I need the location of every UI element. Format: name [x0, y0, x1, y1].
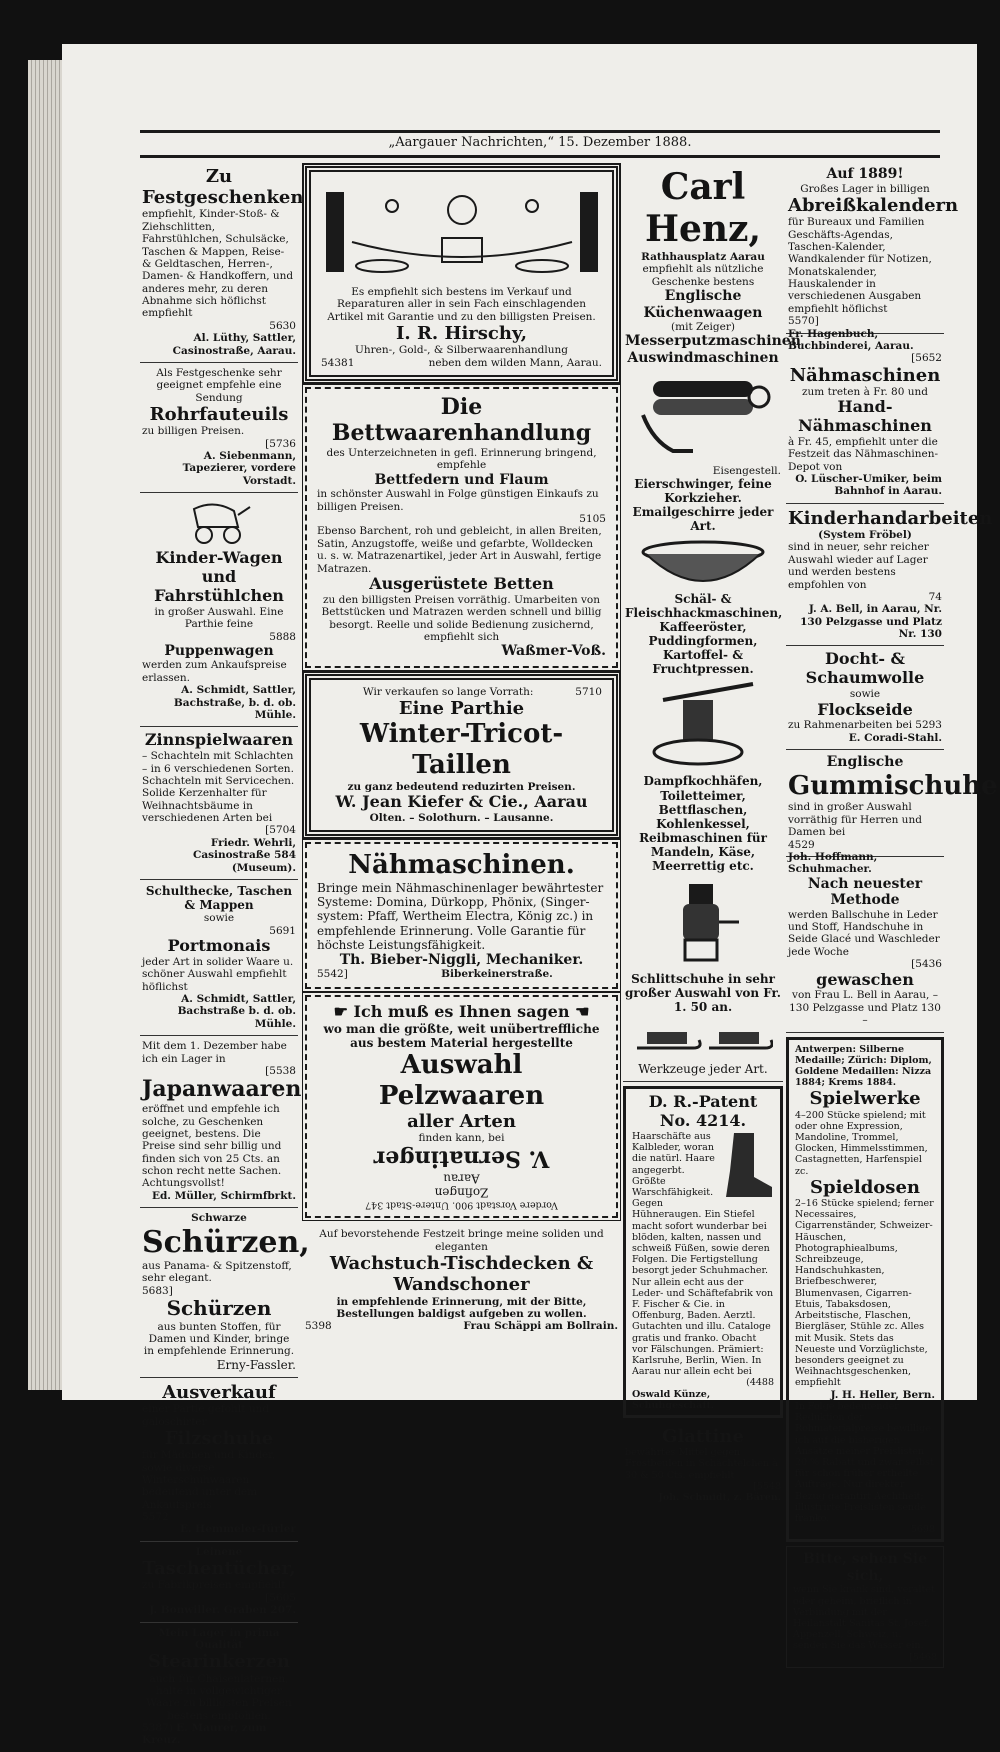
ad-signature: Fr. Hagenbuch, Buchbinderei, Aarau.: [788, 327, 914, 352]
ad-address: neben dem wilden Mann, Aarau.: [428, 356, 602, 369]
ad-intro: Auf bevorstehende Festzeit bringe meine soliden und eleganten: [319, 1228, 604, 1253]
ad-spielwerke: [786, 1037, 944, 1543]
ad-body: zu billigen Preisen.: [142, 425, 245, 438]
ad-firm-name: V. Sernatinger: [373, 1145, 550, 1172]
ad-signature: Friedr. Wehrli, Casinostraße 584 (Museum).: [192, 836, 296, 874]
ad-signature: O. Lüscher-Umiker, beim Bahnhof in Aarau.: [795, 473, 942, 498]
ad-rohrfauteuils: [140, 363, 298, 493]
ad-city-2: Zofingen: [434, 1185, 489, 1200]
ad-body: bewährtes Mittel gegen Frostbeulen in Schächtelchen à 30 & 50 Cts. empfiehlt: [625, 1447, 778, 1481]
ad-body: Großes Lager in billigen: [800, 182, 930, 195]
ad-number: 5630: [269, 319, 296, 332]
ad-item: Schäl- & Fleischhackmaschinen, Kaffeeröster, Puddingformen, Kartoffel- & Fruchtpressen.: [625, 591, 783, 677]
ad-body: 4–200 Stücke spielend; mit oder ohne Expression, Mandoline, Trommel, Glocken, Himmelsstimmen, Castagnetten, Harfenspiel zc.: [795, 1109, 928, 1177]
pointing-hand-icon: ☚: [575, 1001, 590, 1021]
ad-item: Messerputzmaschinen: [625, 333, 801, 350]
upside-down-block: [317, 1145, 606, 1210]
ad-body: eröffnet und empfehle ich solche, zu Geschenken geeignet, bestens. Die Preise sind sehr billig und finden sich von 25 Cts. an schon recht nette Sachen. Achtungsvollst!: [142, 1103, 282, 1190]
ad-japanwaaren: [140, 1036, 302, 1208]
ad-signature: Ed. Müller, Schirmfbrkt.: [151, 1189, 296, 1202]
ad-item: Englische Küchenwaagen: [643, 288, 763, 321]
ad-number: 4529: [788, 838, 815, 851]
press-illustration: [643, 680, 763, 770]
ad-wachstuch: [303, 1224, 620, 1337]
ad-stearinkerzen: [140, 1623, 298, 1752]
ad-number: 5683]: [142, 1284, 173, 1297]
ad-heading: Nähmaschinen: [789, 364, 941, 386]
ad-hirschy: [305, 166, 618, 381]
ad-intro: Schwarze: [191, 1212, 247, 1225]
boot-illustration: [720, 1131, 774, 1201]
ad-body-2: 2–16 Stücke spielend; ferner Necessaires, Cigarrenständer, Schweizer-Häuschen, Photographiealbums, Schreibzeuge, Handschuhkasten, Briefbeschwerer, Blumenvasen, Cigarren-Etuis, Tabaksdosen, Arbeitstische, Flaschen, Biergläser, Stühle zc. Alles mit Musik. Stets das Neueste und Vorzüglichste, besonders geeignet zu Weihnachtsgeschenken, empfiehlt: [795, 1198, 934, 1389]
ad-heading: I. R. Hirschy,: [396, 323, 527, 345]
ad-signature: E. Coradi-Stahl.: [848, 731, 942, 744]
ad-intro: Antwerpen: Silberne Medaille; Zürich: Diplom, Goldene Medaillen: Nizza 1884; Krems 1884.: [795, 1043, 932, 1089]
ad-heading: Nach neuester Methode: [807, 875, 923, 909]
ad-naehmaschinen-bieber: [305, 842, 618, 988]
header-title: „Aargauer Nachrichten,“ 15. Dezember 1888.: [388, 135, 692, 150]
ad-signature: Al. Lüthy, Sattler, Casinostraße, Aarau.: [172, 332, 296, 357]
ad-item: Auswindmaschinen: [627, 349, 779, 366]
ad-subheading: Schürzen: [166, 1296, 272, 1321]
ad-item-note: (mit Zeiger): [671, 321, 735, 334]
ad-item: Dampfkochhäfen, Toiletteimer, Bettflaschen, Kohlenkessel, Reibmaschinen für Mandeln, Käse, Meerrettig etc.: [639, 774, 767, 874]
ad-body: Es empfiehlt sich bestens im Verkauf und Reparaturen aller in sein Fach einschlagenden Artikel mit Garantie und zu den billigsten Preisen.: [327, 286, 596, 323]
skates-illustration: [633, 1018, 773, 1058]
ad-number: [5652: [911, 352, 942, 365]
ad-schaumwolle: [786, 646, 944, 750]
ad-number: 5105: [579, 513, 606, 526]
ad-heading: Spielwerke: [809, 1088, 921, 1110]
ad-signature: E. Hemmeler-Türler: [179, 1523, 296, 1536]
ad-sub: (System Fröbel): [818, 529, 912, 542]
ad-signature: Joh. Hoffmann, Schuhmacher.: [788, 850, 878, 876]
ad-signature: A. Schmidt, Sattler, Bachstraße b. d. ob. Mühle.: [177, 993, 296, 1030]
column-1: [140, 162, 310, 1752]
ad-heading: Die Bettwaarenhandlung: [331, 394, 592, 447]
ad-number: [5736: [265, 437, 296, 450]
ad-heading: Carl Henz,: [644, 166, 762, 251]
ad-zinnspielwaaren: [140, 727, 298, 880]
ad-sub: sowie: [203, 912, 235, 925]
ad-number: [5548: [753, 1480, 781, 1492]
ad-signature: Oswald Künze, Schuhgeschäft.: [632, 1388, 715, 1411]
ad-intro: Als Festgeschenke sehr geeignet empfehle eine Sendung: [156, 366, 282, 404]
ad-body-2: aus bunten Stoffen, für Damen und Kinder, bringe in empfehlende Erinnerung.: [143, 1320, 295, 1358]
ad-body-2: werden zum Ankaufspreise erlassen.: [142, 659, 287, 684]
ad-subheading: gewaschen: [816, 969, 914, 989]
ad-kinderwagen: [140, 493, 298, 727]
ad-intro: Wir verkaufen so lange Vorrath:: [362, 685, 534, 698]
ad-body: Bringe mein Nähmaschinenlager bewährtester Systeme: Domina, Dürkopp, Phönix, (Singer-system: Pfaff, Wertheim Electra, König zc.) in empfehlende Erinnerung. Volle Garantie für höchste Leistungsfähigkeit.: [317, 881, 604, 952]
ad-subheading: Portmonais: [167, 936, 271, 956]
ad-heading: Schulthecke, Taschen & Mappen: [145, 883, 293, 913]
ad-body: auch für Chaisenlaternen, halte in vollgewichtiger Waare zu billigsten Preisen bestens empfohlen.: [146, 1672, 292, 1722]
ad-heading: Zu Festgeschenken: [142, 166, 304, 209]
ad-subheading: Bettfedern und Flaum: [374, 471, 549, 488]
ad-heading-line: [317, 1003, 606, 1022]
ad-signature: E. Maurer, zum Kreuz.: [142, 1722, 267, 1747]
pram-illustration: [184, 501, 254, 545]
ad-subheading: Puppenwagen: [164, 642, 274, 659]
ad-number: [5436: [911, 958, 942, 971]
ad-heading: Eine Parthie: [398, 698, 525, 720]
ad-heading: Kinder-Wagen und Fahrstühlchen: [154, 548, 284, 605]
ad-number: [5704: [265, 824, 296, 837]
ad-subheading: Filzschuhe: [164, 1427, 274, 1449]
ad-taschentuecher: [140, 1542, 298, 1623]
ad-kiefer: [305, 674, 618, 837]
ad-body: sind in großer Auswahl vorräthig für Herren und Damen bei: [788, 801, 922, 839]
ad-ausverkauf: [140, 1378, 298, 1542]
bowl-illustration: [638, 538, 768, 588]
ad-heading: Ich muß es Ihnen sagen: [353, 1001, 570, 1021]
ad-patent-boots: [623, 1086, 783, 1418]
ad-heading: D. R.-Patent No. 4214.: [648, 1092, 758, 1131]
ad-heading: Japanwaaren: [142, 1076, 302, 1103]
ad-body: wenn Sie krank sind, veraltet oder geheim, brieflich in Verbindung mit der Heilanstalt Sanitas St. Josef, Appenzell, Schweiz, u. senden Sie das Wasser ein.: [793, 1584, 935, 1652]
ad-body: Haarschäfte aus Kalbleder, woran die natürl. Haare angegerbt. Größte Warschfähigkeit. Gegen Hühneraugen. Ein Stiefel macht sofort wunderbar bei blöden, kalten, nassen und schweiß Füßen, sowie deren Folgen. Die Fertigstellung besorgt jeder Schuhmacher. Nur allein echt aus der Leder- und Schäftefabrik von F. Fischer & Cie. in Offenburg, Baden. Aerztl. Gutachten und illu. Cataloge gratis und franko. Obacht vor Fälschungen. Prämiert: Karlsruhe, Berlin, Wien. In Aarau nur allein echt bei: [632, 1130, 774, 1378]
ad-address: Rathhausplatz Aarau: [641, 250, 765, 263]
ad-body-3: In Folge bedeutender Reduktion der Rohmaterialpreise bewillige ich auf die bisherigen Ansätze meiner Preislisten 20 % Rabatt und zwar selbst für schon früher ertheilte Aufträge. Nur direkter Bezug garantirt Aechtheit; illustrirte Preislisten sende franko.: [795, 1400, 934, 1524]
ad-address: Vordere Vorstadt 900. Untere-Stadt 347: [365, 1199, 558, 1211]
ad-heading: Docht- & Schaumwolle: [805, 649, 925, 688]
ad-signature: J. A. Bell, in Aarau, Nr. 130 Pelzgasse und Platz Nr. 130: [800, 603, 942, 641]
ad-number: 5888: [269, 630, 296, 643]
ad-signature: J. H. Heller, Bern.: [830, 1388, 935, 1401]
ad-number: [5468: [909, 1651, 937, 1663]
ad-firm-name: W. Jean Kiefer & Cie., Aarau: [335, 792, 588, 812]
ad-number: 5570]: [788, 315, 819, 328]
ad-number: 74: [928, 590, 942, 603]
ad-ballschuhe: [786, 857, 944, 1033]
ad-body: einer Partie gefohlt und galoschirter: [142, 1403, 269, 1428]
ad-body: in großer Auswahl. Eine Parthie feine: [154, 605, 284, 631]
ad-body-3: zu den billigsten Preisen vorräthig. Umarbeiten von Bettstücken und Matrazen werden schnell und billig besorgt. Reelle und solide Bedienung zusichernd, empfiehlt sich: [321, 593, 602, 643]
ad-body: in empfehlende Erinnerung, mit der Bitte, Bestellungen baldigst aufgeben zu wollen.: [336, 1295, 587, 1320]
wringer-illustration: [633, 371, 773, 461]
ad-body: wo man die größte, weit unübertreffliche aus bestem Material hergestellte: [323, 1021, 600, 1050]
ad-number: [5605: [265, 1591, 296, 1604]
ad-signature: Erny-Fassler.: [216, 1357, 296, 1372]
ad-heading: Bitte, sehen Sie sich,: [802, 1551, 927, 1584]
ad-festgeschenke: [140, 162, 304, 363]
ad-heading: Glattine: [662, 1425, 744, 1447]
ad-signature: Joh. Schmidt, z. Bären.: [658, 1492, 781, 1504]
ad-body: in schönster Auswahl in Folge günstigen Einkaufs zu billigen Preisen.: [317, 488, 599, 513]
ad-signature: A. Schmidt, Sattler, Bachstraße, b. d. ob. Mühle.: [173, 684, 296, 721]
ad-body: empfiehlt, Kinder-Stoß- & Ziehschlitten, Fahrstühlchen, Schulsäcke, Taschen & Mappen, Reise- & Geldtaschen, Herren-, Damen- & Handkoffern, und anderes mehr, zu deren Abnahme sich höflichst empfiehlt: [142, 208, 294, 320]
ad-trade: Uhren-, Gold-, & Silberwaarenhandlung: [354, 344, 568, 357]
ad-intro: Mit dem 1. Dezember habe ich ein Lager in: [142, 1040, 287, 1065]
ad-item: Schlittschuhe in sehr großer Auswahl von Fr. 1. 50 an.: [625, 971, 781, 1014]
ad-sanitas: [786, 1546, 944, 1667]
ad-number: 5387): [142, 1722, 173, 1735]
ad-body-2: für Bureaux und Familien Geschäfts-Agendas, Taschen-Kalender, Wandkalender für Notizen, Monatskalender, Hauskalender in verschiedenen Ausgaben empfiehlt höflichst: [788, 216, 932, 315]
illustration-caption: Eisengestell.: [712, 464, 781, 477]
ad-subheading-2: Ausgerüstete Betten: [369, 573, 554, 593]
ad-heading: Kinderhandarbeiten: [788, 507, 993, 529]
ad-heading: Ausverkauf: [162, 1382, 276, 1403]
ad-number: 5691: [269, 924, 296, 937]
ad-body: zu Rahmenarbeiten bei: [788, 719, 913, 732]
ad-body: empfiehlt als nützliche Geschenke bestens: [642, 263, 764, 288]
ad-number: 5572: [142, 1511, 169, 1524]
ad-signature: A. Siebenmann, Tapezierer, vordere Vorstadt.: [182, 450, 296, 487]
ad-number: 5710: [575, 685, 602, 698]
ad-signature: Waßmer-Voß.: [501, 643, 606, 660]
ad-body: zu ganz bedeutend reduzirten Preisen.: [347, 780, 576, 793]
ad-number: [5538: [265, 1064, 296, 1077]
ad-number: 5698: [910, 1524, 935, 1536]
pointing-hand-icon: ☛: [333, 1001, 348, 1021]
ad-intro: Auf 1889!: [826, 166, 904, 182]
ad-cities: Olten. – Solothurn. – Lausanne.: [369, 812, 554, 824]
ad-number: (4488: [746, 1377, 774, 1389]
ad-signature: Frau Schäppi am Bollrain.: [463, 1320, 618, 1333]
ad-intro: Englische: [826, 754, 904, 771]
ad-signature: Th. Bieber-Niggli, Mechaniker.: [339, 951, 584, 968]
ad-sub: sowie: [849, 688, 881, 701]
ad-gummischuhe: [786, 750, 998, 876]
ad-subheading: Flockseide: [817, 699, 913, 719]
ad-kinderhandarbeiten: [786, 504, 993, 647]
ad-item: Eierschwinger, feine Korkzieher. Emailgeschirre jeder Art.: [632, 476, 774, 534]
ad-sub: finden kann, bei: [418, 1132, 505, 1145]
ad-body: sind in neuer, sehr reicher Auswahl wieder auf Lager und werden bestens empfohlen von: [788, 541, 929, 591]
ad-intro: Mein Lager in prima Qualität: [158, 1626, 280, 1651]
page-header: [140, 130, 940, 158]
ad-heading: Abreißkalendern: [788, 194, 959, 216]
ad-number: 54381: [321, 356, 355, 369]
ad-body: zum treten à Fr. 80 und: [802, 385, 928, 398]
mincer-illustration: [663, 878, 743, 968]
ad-body-2: Ebenso Barchent, roh und gebleicht, in allen Breiten, Satin, Anzugstoffe, weiße und gefarbte, Wolldecken u. s. w. Matrazenartikel, jeder Art in Auswahl, fertige Matrazen.: [317, 525, 602, 575]
ad-schuerzen: [140, 1208, 310, 1378]
ad-heading: Schürzen,: [142, 1224, 310, 1260]
ad-heading-2: Winter-Tricot-Taillen: [359, 719, 564, 781]
ad-bettwaarenhandlung: [305, 387, 618, 668]
ad-heading: Nähmaschinen.: [348, 850, 575, 881]
ad-heading: Gummischuhe: [788, 770, 998, 801]
ad-body-2: à Fr. 45, empfiehlt unter die Festzeit das Nähmaschinen-Depot von: [788, 435, 939, 473]
column-3: [623, 162, 801, 1508]
ad-item: Werkzeuge jeder Art.: [638, 1062, 768, 1076]
ad-subheading: aller Arten: [407, 1111, 516, 1133]
ad-subheading: Spieldosen: [810, 1176, 920, 1198]
ad-heading: Taschentücher,: [142, 1558, 296, 1580]
ad-heading-2: Auswahl Pelzwaaren: [378, 1049, 545, 1111]
ad-intro: des Unterzeichneten in gefl. Erinnerung bringend, empfehle: [326, 447, 597, 472]
ad-city: Aarau: [443, 1170, 480, 1185]
ad-number: 5542]: [317, 968, 348, 981]
ad-sernatinger: [305, 995, 618, 1219]
ad-subheading: Hand-Nähmaschinen: [798, 397, 932, 436]
ad-heading: Stearinkerzen: [147, 1651, 290, 1673]
ad-number: 5293: [915, 719, 942, 732]
column-4: [786, 162, 998, 1672]
ad-body: zu Fabrikpreisen empfiehlt: [142, 1579, 286, 1592]
ad-number: 5398: [305, 1320, 332, 1333]
ad-carl-henz: [623, 162, 801, 1082]
ad-body: aus Panama- & Spitzenstoff, sehr elegant.: [142, 1260, 292, 1285]
ad-intro: Leinene: [195, 1545, 243, 1558]
ad-heading: Rohrfauteuils: [149, 404, 289, 426]
ad-body: jeder Art in solider Waare u. schöner Auswahl empfiehlt höflichst: [142, 955, 294, 993]
ad-body: werden Ballschuhe in Leder und Stoff, Handschuhe in Seide Glacé und Waschleder jede Woche: [788, 908, 940, 958]
column-2: [303, 162, 620, 1338]
ad-body: – Schachteln mit Schlachten – in 6 verschiedenen Sorten. Schachteln mit Servicechen. Solide Kerzenhalter für Weihnachtsbäume in verschiedenen Arten bei: [142, 750, 295, 825]
ad-heading: Wachstuch-Tischdecken & Wandschoner: [329, 1253, 594, 1296]
jewellery-illustration: [322, 182, 602, 282]
ad-naehmaschinen-luescher: [786, 334, 944, 504]
ad-heading: Zinnspielwaaren: [144, 730, 294, 750]
ad-portmonais: [140, 880, 298, 1036]
ad-abreisskalender: [786, 162, 959, 352]
ad-body-2: für Mädchen und Kinder, sowie diverse Winterschuhwaaren bedeutend unter dem Ankaufspreis: [142, 1449, 276, 1511]
ad-signature: von Frau L. Bell in Aarau, – 130 Pelzgasse und Platz 130 –: [789, 989, 941, 1027]
ad-address: Biberkeinerstraße.: [441, 968, 553, 981]
ad-signature: J. Bonwiller. Graben 207.: [149, 1604, 296, 1617]
